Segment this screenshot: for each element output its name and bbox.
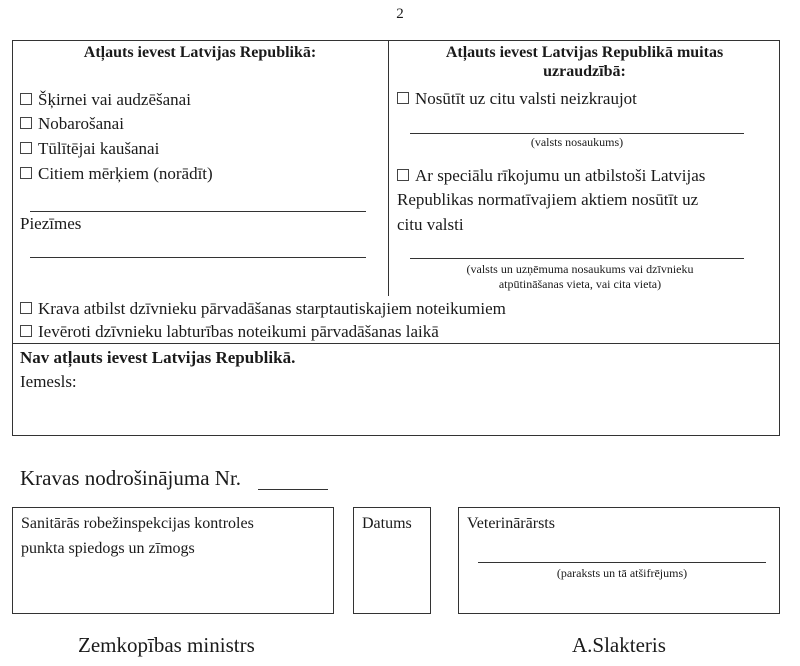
option-other-purposes-label: Citiem mērķiem (norādīt) <box>38 164 213 183</box>
checkbox-icon[interactable] <box>20 167 32 179</box>
option-fattening[interactable] <box>20 112 124 136</box>
option-transit-no-unloading[interactable] <box>397 87 637 111</box>
footer-minister-title: Zemkopības ministrs <box>78 633 255 657</box>
stamp-box-line2: punkta spiedogs un zīmogs <box>21 540 195 557</box>
option-breeding[interactable] <box>20 88 191 112</box>
stamp-box-line1: Sanitārās robežinspekcijas kontroles <box>21 515 254 532</box>
veterinarian-signature-field[interactable] <box>478 562 766 563</box>
option-slaughter[interactable] <box>20 137 159 161</box>
stamp-box <box>12 507 334 614</box>
option-breeding-label: Šķirnei vai audzēšanai <box>38 90 191 109</box>
destination-field[interactable] <box>410 258 744 259</box>
denied-header: Nav atļauts ievest Latvijas Republikā. <box>20 348 296 367</box>
checkbox-icon[interactable] <box>20 142 32 154</box>
date-box <box>353 507 431 614</box>
checkbox-icon[interactable] <box>20 117 32 129</box>
option-fattening-label: Nobarošanai <box>38 114 124 133</box>
country-field[interactable] <box>410 133 744 134</box>
option-slaughter-label: Tūlītējai kaušanai <box>38 139 160 158</box>
veterinarian-box <box>458 507 780 614</box>
option-other-purposes[interactable] <box>20 162 213 186</box>
reason-label: Iemesls: <box>20 372 77 391</box>
destination-caption-line2: atpūtināšanas vieta, vai cita vieta) <box>498 277 662 291</box>
compliance-transport-rules[interactable] <box>20 297 506 321</box>
option-special-order[interactable] <box>397 164 705 188</box>
destination-caption-line1: (valsts un uzņēmuma nosaukums vai dzīvnieku <box>466 262 694 276</box>
footer-minister-name: A.Slakteris <box>572 633 666 657</box>
page-number: 2 <box>396 6 404 22</box>
checkbox-icon[interactable] <box>397 169 409 181</box>
compliance-welfare-label: Ievēroti dzīvnieku labturības noteikumi pārvadāšanas laikā <box>38 322 439 341</box>
checkbox-icon[interactable] <box>397 92 409 104</box>
option-special-order-line1: Ar speciālu rīkojumu un atbilstoši Latvijas <box>415 166 706 185</box>
checkbox-icon[interactable] <box>20 325 32 337</box>
left-column-header: Atļauts ievest Latvijas Republikā: <box>83 44 317 61</box>
option-transit-label: Nosūtīt uz citu valsti neizkraujot <box>415 89 637 108</box>
right-header-line2: uzraudzībā: <box>543 63 626 80</box>
country-caption: (valsts nosaukums) <box>530 135 624 149</box>
right-header-line1: Atļauts ievest Latvijas Republikā muitas <box>445 44 724 61</box>
option-special-order-line3: citu valsti <box>397 215 464 234</box>
date-label: Datums <box>362 515 412 532</box>
checkbox-icon[interactable] <box>20 93 32 105</box>
veterinarian-caption: (paraksts un tā atšifrējums) <box>556 566 688 580</box>
compliance-welfare-rules[interactable] <box>20 320 439 344</box>
cargo-security-number-field[interactable] <box>258 489 328 490</box>
cargo-security-label: Kravas nodrošinājuma Nr. <box>20 466 242 490</box>
veterinarian-label: Veterinārārsts <box>467 515 555 532</box>
compliance-transport-label: Krava atbilst dzīvnieku pārvadāšanas starptautiskajiem noteikumiem <box>38 299 506 318</box>
option-special-order-line2: Republikas normatīvajiem aktiem nosūtīt uz <box>397 190 699 209</box>
checkbox-icon[interactable] <box>20 302 32 314</box>
destination-caption <box>400 262 760 292</box>
notes-field[interactable] <box>30 257 366 258</box>
notes-label: Piezīmes <box>20 214 82 233</box>
right-column-header <box>389 43 780 81</box>
